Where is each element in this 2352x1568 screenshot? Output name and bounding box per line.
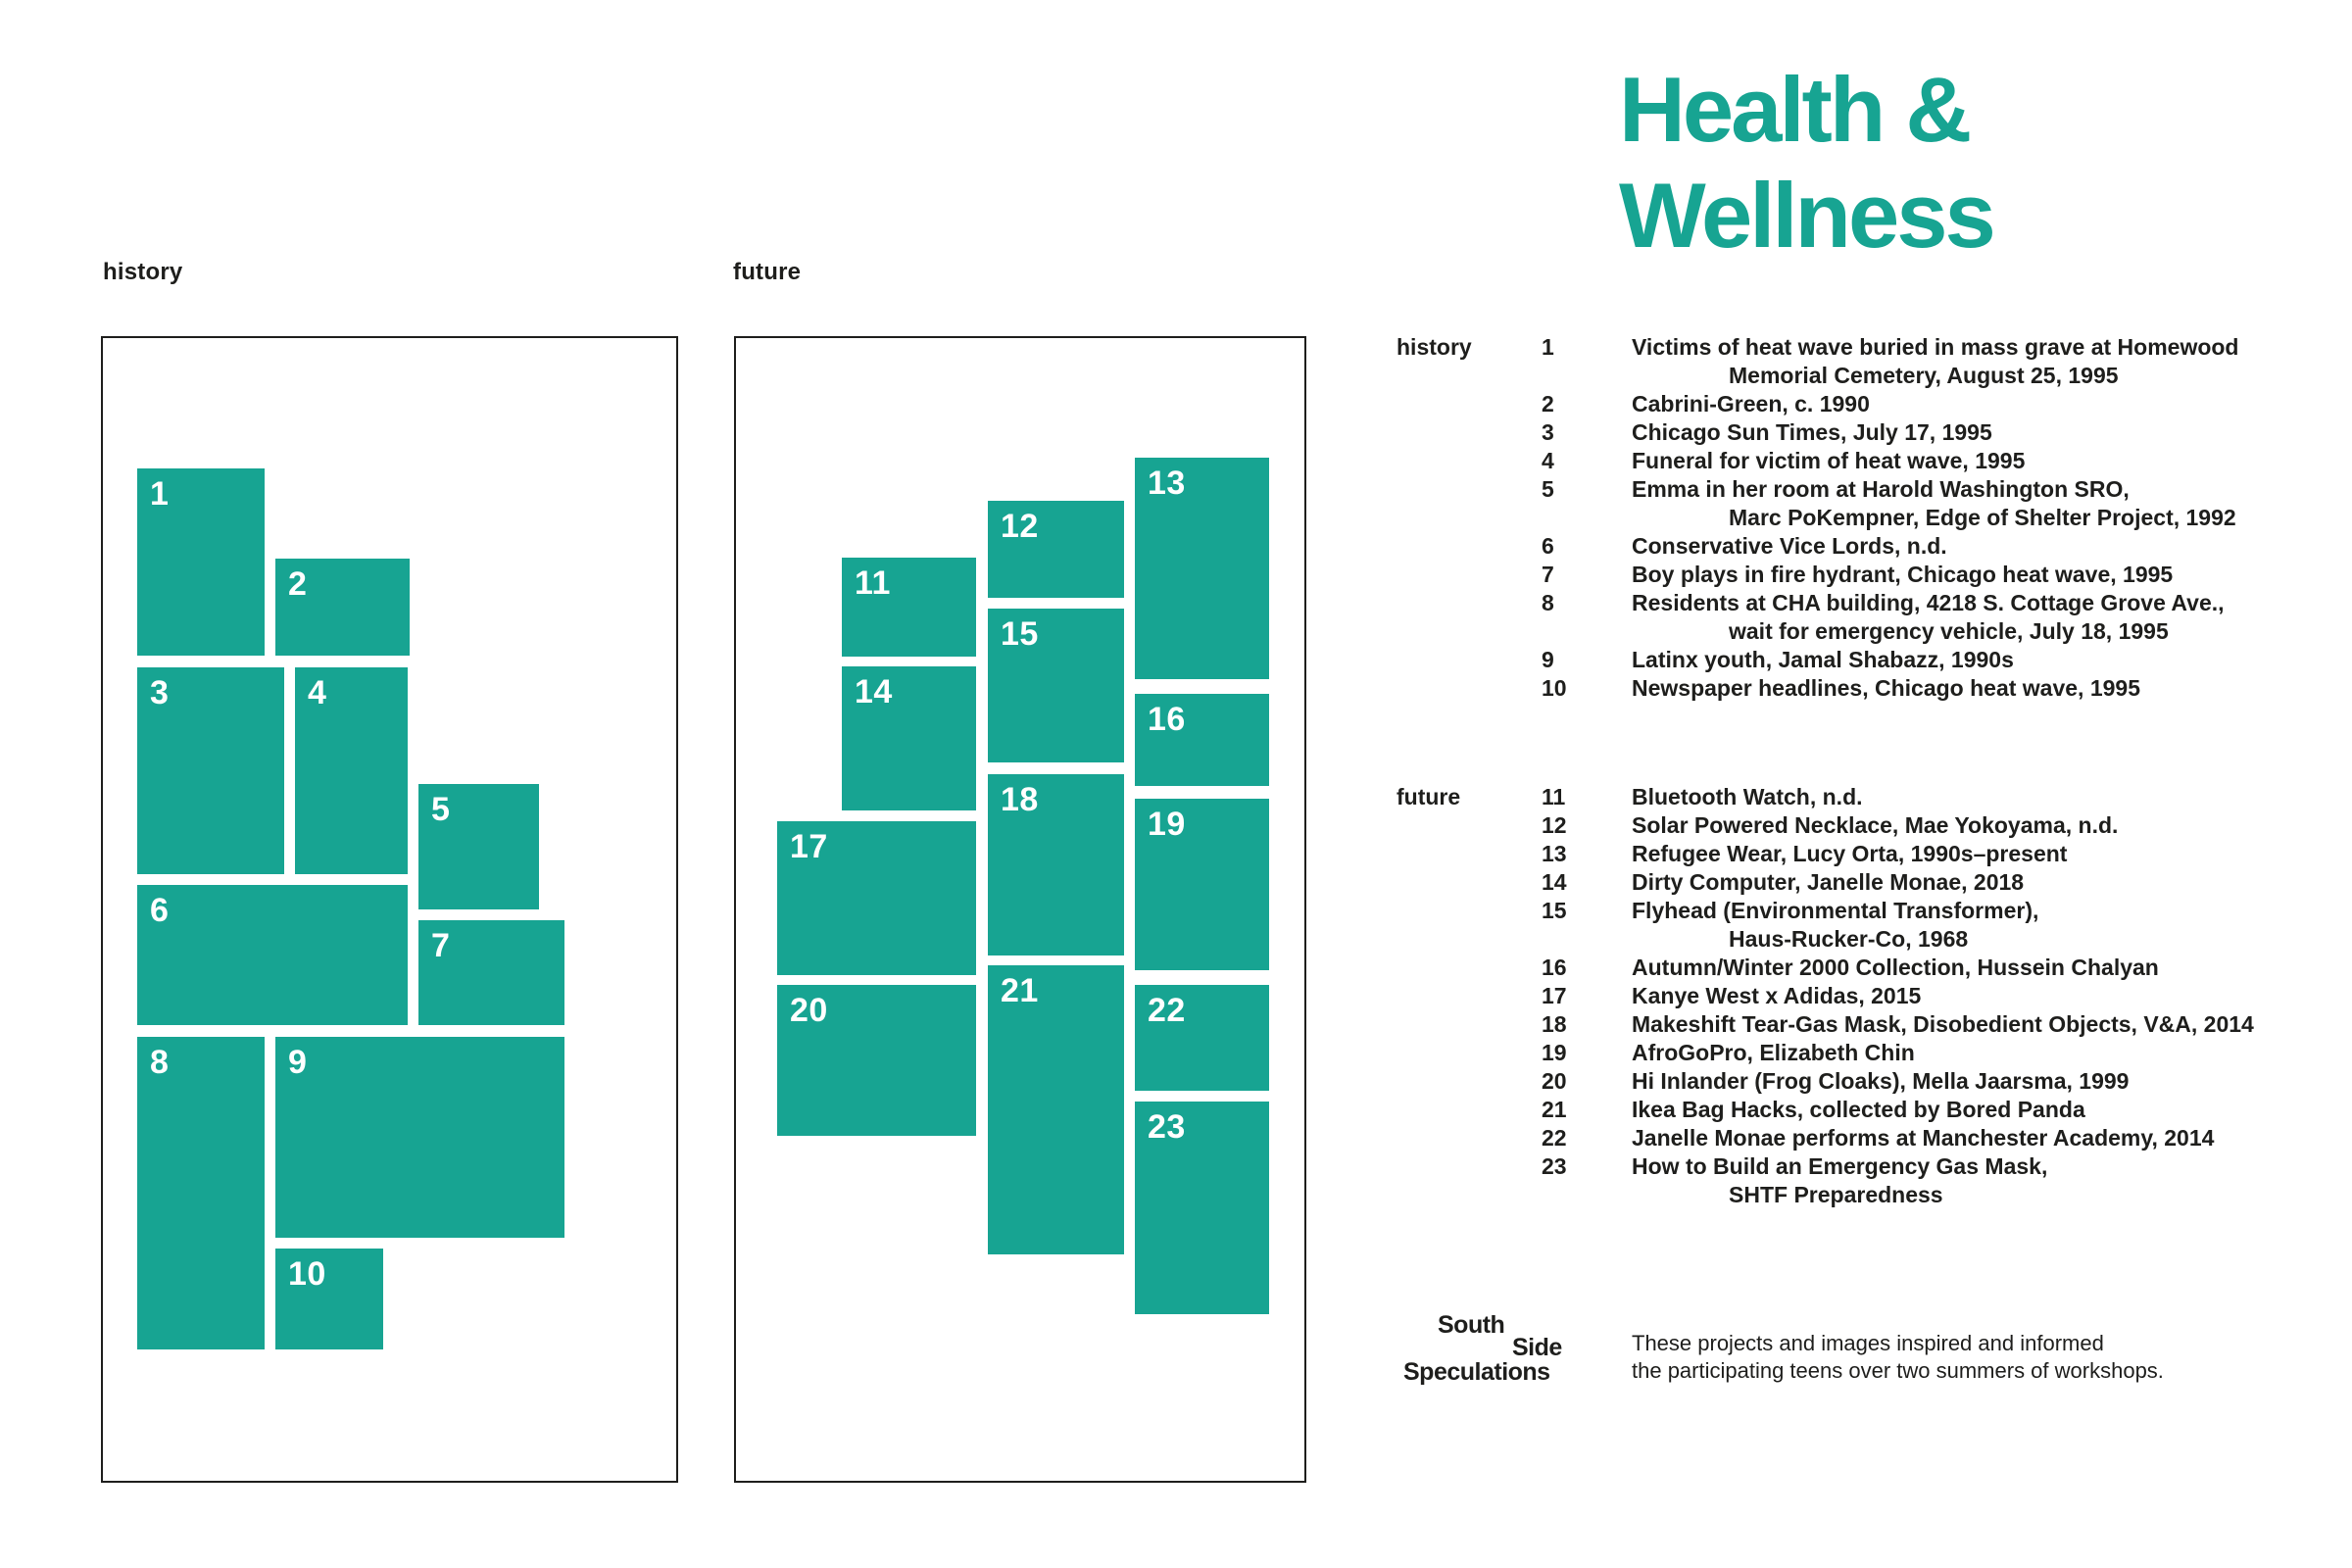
legend-item-number: 17 (1542, 983, 1567, 1008)
legend-item-text: Flyhead (Environmental Transformer), (1632, 898, 2039, 923)
mosaic-tile-22 (1135, 985, 1269, 1091)
tile-number: 13 (1148, 465, 1186, 502)
legend-item-number: 18 (1542, 1011, 1567, 1037)
legend-item-text: SHTF Preparedness (1729, 1182, 1943, 1207)
legend-item-text: Haus-Rucker-Co, 1968 (1729, 926, 1969, 952)
legend-item-text: Memorial Cemetery, August 25, 1995 (1729, 363, 2119, 388)
legend-item-text: Chicago Sun Times, July 17, 1995 (1632, 419, 1992, 445)
mosaic-tile-16 (1135, 694, 1269, 786)
legend-item-text: Conservative Vice Lords, n.d. (1632, 533, 1947, 559)
legend-item-text: Hi Inlander (Frog Cloaks), Mella Jaarsma, 1999 (1632, 1068, 2130, 1094)
legend-item-number: 4 (1542, 448, 1554, 473)
legend-future-label: future (1396, 784, 1461, 809)
legend-item-text: Janelle Monae performs at Manchester Academy, 2014 (1632, 1125, 2215, 1151)
mosaic-tile-10 (275, 1249, 383, 1349)
legend-item-number: 3 (1542, 419, 1554, 445)
legend-item-text: wait for emergency vehicle, July 18, 1995 (1729, 618, 2169, 644)
mosaic-tile-5 (418, 784, 539, 909)
legend-item-text: Marc PoKempner, Edge of Shelter Project, 1992 (1729, 505, 2236, 530)
legend-item-text: Funeral for victim of heat wave, 1995 (1632, 448, 2026, 473)
legend-item-number: 5 (1542, 476, 1554, 502)
legend-item-number: 20 (1542, 1068, 1567, 1094)
tile-number: 4 (308, 674, 327, 711)
tile-number: 17 (790, 828, 828, 865)
mosaic-tile-3 (137, 667, 284, 874)
history-mosaic-box (101, 336, 678, 1483)
legend-item-number: 7 (1542, 562, 1554, 587)
page-title-line1: Health & (1619, 58, 1970, 161)
legend-item-number: 14 (1542, 869, 1567, 895)
legend-item-text: Dirty Computer, Janelle Monae, 2018 (1632, 869, 2025, 895)
legend-item-number: 21 (1542, 1097, 1567, 1122)
legend-item-number: 12 (1542, 812, 1567, 838)
tile-number: 18 (1001, 781, 1039, 818)
tile-number: 5 (431, 791, 451, 828)
legend-item-number: 6 (1542, 533, 1554, 559)
tile-number: 6 (150, 892, 170, 929)
legend-item-number: 1 (1542, 334, 1554, 360)
legend-item-text: Makeshift Tear-Gas Mask, Disobedient Objects, V&A, 2014 (1632, 1011, 2254, 1037)
tile-number: 12 (1001, 508, 1039, 545)
mosaic-tile-15 (988, 609, 1124, 762)
mosaic-tile-7 (418, 920, 564, 1025)
history-grid-label: history (103, 259, 183, 285)
legend-history-label: history (1396, 334, 1472, 360)
legend-item-number: 23 (1542, 1153, 1567, 1179)
legend-item-text: AfroGoPro, Elizabeth Chin (1632, 1040, 1915, 1065)
mosaic-tile-14 (842, 666, 976, 810)
legend-item-text: Residents at CHA building, 4218 S. Cottage Grove Ave., (1632, 590, 2225, 615)
tile-number: 8 (150, 1044, 170, 1081)
tile-number: 19 (1148, 806, 1186, 843)
mosaic-tile-13 (1135, 458, 1269, 679)
tile-number: 15 (1001, 615, 1039, 653)
mosaic-tile-8 (137, 1037, 265, 1349)
south-side-speculations-logo-line2: Side (1512, 1334, 1562, 1361)
legend-item-number: 13 (1542, 841, 1567, 866)
legend-item-text: Newspaper headlines, Chicago heat wave, 1995 (1632, 675, 2140, 701)
legend-item-text: Boy plays in fire hydrant, Chicago heat wave, 1995 (1632, 562, 2174, 587)
legend-item-text: How to Build an Emergency Gas Mask, (1632, 1153, 2048, 1179)
page-title-line2: Wellness (1619, 164, 1993, 267)
tile-number: 1 (150, 475, 170, 513)
legend-item-text: Refugee Wear, Lucy Orta, 1990s–present (1632, 841, 2068, 866)
south-side-speculations-logo-line3: Speculations (1403, 1358, 1550, 1386)
legend-item-number: 16 (1542, 955, 1567, 980)
mosaic-tile-19 (1135, 799, 1269, 970)
legend-item-number: 8 (1542, 590, 1554, 615)
mosaic-tile-23 (1135, 1102, 1269, 1314)
tile-number: 16 (1148, 701, 1186, 738)
tile-number: 2 (288, 565, 308, 603)
legend-item-number: 15 (1542, 898, 1567, 923)
caption-line1: These projects and images inspired and informed (1632, 1331, 2104, 1355)
legend-item-number: 19 (1542, 1040, 1567, 1065)
tile-number: 10 (288, 1255, 326, 1293)
tile-number: 7 (431, 927, 451, 964)
mosaic-tile-21 (988, 965, 1124, 1254)
mosaic-tile-6 (137, 885, 408, 1025)
legend-item-text: Autumn/Winter 2000 Collection, Hussein Chalyan (1632, 955, 2159, 980)
mosaic-tile-20 (777, 985, 976, 1136)
legend-item-number: 9 (1542, 647, 1554, 672)
mosaic-tile-11 (842, 558, 976, 657)
tile-number: 9 (288, 1044, 308, 1081)
south-side-speculations-logo-line1: South (1438, 1311, 1505, 1339)
mosaic-tile-9 (275, 1037, 564, 1238)
caption-line2: the participating teens over two summers of workshops. (1632, 1358, 2164, 1383)
legend-item-number: 11 (1542, 784, 1566, 809)
legend-item-text: Kanye West x Adidas, 2015 (1632, 983, 1922, 1008)
page-title (1619, 57, 1993, 269)
legend-item-number: 2 (1542, 391, 1554, 416)
mosaic-tile-18 (988, 774, 1124, 956)
tile-number: 11 (855, 564, 891, 602)
legend-item-text: Emma in her room at Harold Washington SRO, (1632, 476, 2130, 502)
tile-number: 23 (1148, 1108, 1186, 1146)
mosaic-tile-4 (295, 667, 408, 874)
tile-number: 21 (1001, 972, 1039, 1009)
tile-number: 3 (150, 674, 170, 711)
mosaic-tile-1 (137, 468, 265, 656)
tile-number: 20 (790, 992, 828, 1029)
tile-number: 22 (1148, 992, 1186, 1029)
legend-item-number: 22 (1542, 1125, 1567, 1151)
tile-number: 14 (855, 673, 893, 710)
legend-item-text: Cabrini-Green, c. 1990 (1632, 391, 1870, 416)
mosaic-tile-17 (777, 821, 976, 975)
legend-item-number: 10 (1542, 675, 1567, 701)
legend-item-text: Bluetooth Watch, n.d. (1632, 784, 1863, 809)
future-mosaic-box (734, 336, 1306, 1483)
future-grid-label: future (733, 259, 802, 285)
mosaic-tile-12 (988, 501, 1124, 598)
legend-item-text: Ikea Bag Hacks, collected by Bored Panda (1632, 1097, 2085, 1122)
legend-item-text: Latinx youth, Jamal Shabazz, 1990s (1632, 647, 2014, 672)
legend-item-text: Solar Powered Necklace, Mae Yokoyama, n.d. (1632, 812, 2119, 838)
legend-item-text: Victims of heat wave buried in mass grave at Homewood (1632, 334, 2239, 360)
mosaic-tile-2 (275, 559, 410, 656)
